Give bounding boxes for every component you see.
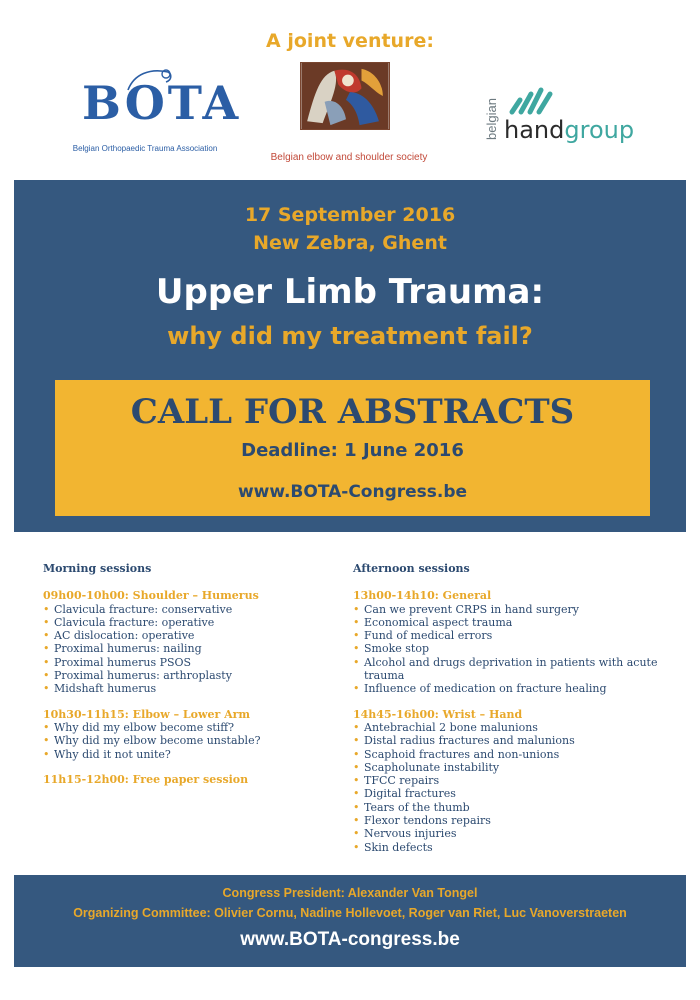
session-topic: • Scaphoid fractures and non-unions — [353, 748, 663, 761]
abstract-deadline: Deadline: 1 June 2016 — [241, 440, 464, 461]
session-block — [353, 708, 663, 854]
call-for-abstracts-box — [55, 380, 650, 516]
session-topic: • Economical aspect trauma — [353, 616, 663, 629]
bess-painting-icon — [300, 62, 390, 130]
afternoon-sessions-heading: Afternoon sessions — [353, 562, 470, 575]
congress-link[interactable]: www.BOTA-Congress.be — [237, 482, 468, 502]
joint-venture-heading: A joint venture: — [266, 30, 434, 52]
session-topic: • Proximal humerus: nailing — [43, 642, 333, 655]
event-venue: New Zebra, Ghent — [253, 232, 447, 254]
session-topic: • Skin defects — [353, 841, 663, 854]
session-topic: • Distal radius fractures and malunions — [353, 734, 663, 747]
handgroup-belgian-text: belgian — [484, 98, 499, 140]
session-title: 09h00-10h00: Shoulder – Humerus — [43, 589, 259, 603]
session-topic: • Why did my elbow become unstable? — [43, 734, 333, 747]
session-topic: • Antebrachial 2 bone malunions — [353, 721, 663, 734]
bess-logo — [264, 58, 434, 168]
session-topic: • Proximal humerus: arthroplasty — [43, 669, 333, 682]
session-topic: • Flexor tendons repairs — [353, 814, 663, 827]
session-topic: • Nervous injuries — [353, 827, 663, 840]
session-topic: • Can we prevent CRPS in hand surgery — [353, 603, 663, 616]
bess-subtitle: Belgian elbow and shoulder society — [270, 152, 428, 163]
morning-sessions-heading: Morning sessions — [43, 562, 152, 575]
session-topic: • Midshaft humerus — [43, 682, 333, 695]
session-topic: • Smoke stop — [353, 642, 663, 655]
footer-banner — [14, 875, 686, 967]
bota-logo — [70, 66, 242, 156]
session-topic: • Why did it not unite? — [43, 748, 333, 761]
session-topic: • Why did my elbow become stiff? — [43, 721, 333, 734]
session-topic: • Proximal humerus PSOS — [43, 656, 333, 669]
handgroup-logo — [480, 82, 650, 152]
session-topic: • Influence of medication on fracture healing — [353, 682, 663, 695]
session-topic: • Tears of the thumb — [353, 801, 663, 814]
session-block — [43, 708, 333, 761]
morning-sessions — [43, 562, 333, 798]
call-for-abstracts-title: CALL FOR ABSTRACTS — [130, 392, 575, 432]
footer-congress-link[interactable]: www.BOTA-congress.be — [240, 929, 460, 950]
session-title: 14h45-16h00: Wrist – Hand — [353, 707, 523, 721]
handgroup-group-text: group — [564, 116, 635, 144]
session-topic: • TFCC repairs — [353, 774, 663, 787]
session-block — [43, 773, 333, 786]
session-topic-list — [353, 603, 663, 696]
event-subtitle: why did my treatment fail? — [167, 322, 533, 350]
handgroup-wordmark — [504, 116, 634, 144]
session-topic: • Alcohol and drugs deprivation in patients with acute trauma — [353, 656, 663, 683]
handgroup-hand-text: hand — [504, 116, 565, 144]
bota-letters: BOTA — [82, 76, 242, 130]
session-topic-list — [43, 603, 333, 696]
organizing-committee: Organizing Committee: Olivier Cornu, Nadine Hollevoet, Roger van Riet, Luc Vanoverstraeten — [73, 906, 627, 920]
event-date: 17 September 2016 — [244, 204, 456, 226]
session-block — [43, 589, 333, 695]
session-topic: • Fund of medical errors — [353, 629, 663, 642]
afternoon-sessions — [353, 562, 663, 866]
hand-lines-icon — [508, 82, 556, 116]
session-topic: • Clavicula fracture: operative — [43, 616, 333, 629]
main-banner — [14, 180, 686, 532]
session-title: 10h30-11h15: Elbow – Lower Arm — [43, 707, 251, 721]
session-topic: • Scapholunate instability — [353, 761, 663, 774]
session-topic: • Digital fractures — [353, 787, 663, 800]
session-topic: • Clavicula fracture: conservative — [43, 603, 333, 616]
event-title: Upper Limb Trauma: — [155, 272, 545, 312]
session-topic-list — [353, 721, 663, 854]
session-topic-list — [43, 721, 333, 761]
congress-president: Congress President: Alexander Van Tongel — [222, 886, 478, 900]
session-topic: • AC dislocation: operative — [43, 629, 333, 642]
session-title: 11h15-12h00: Free paper session — [43, 772, 249, 786]
bota-subtitle: Belgian Orthopaedic Trauma Association — [72, 144, 218, 153]
session-block — [353, 589, 663, 695]
session-title: 13h00-14h10: General — [353, 589, 492, 603]
